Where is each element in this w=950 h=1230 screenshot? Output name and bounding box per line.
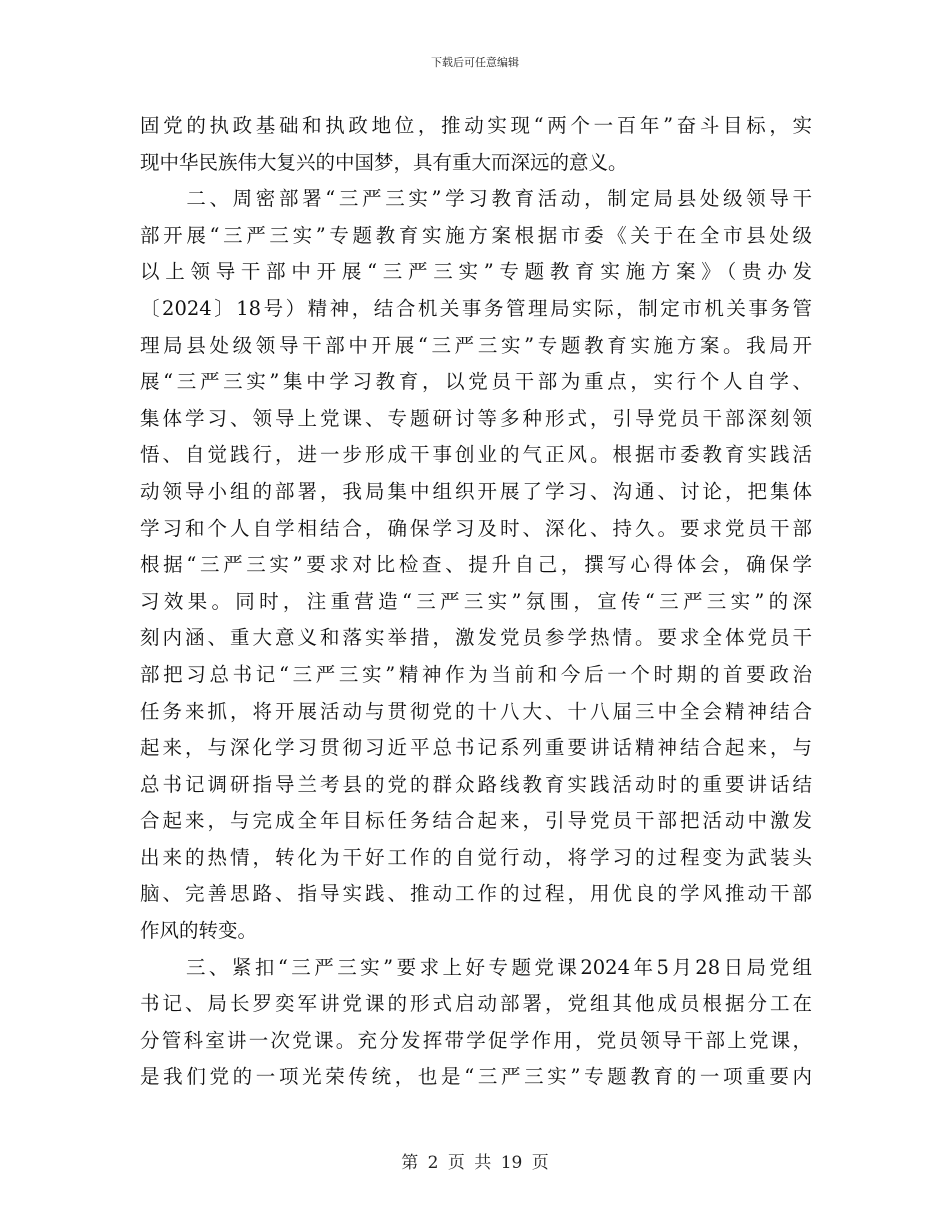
text-line: 动领导小组的部署，我局集中组织开展了学习、沟通、讨论，把集体 (140, 479, 812, 503)
text-line: 起来，与深化学习贯彻习近平总书记系列重要讲话精神结合起来，与 (140, 736, 812, 760)
text-line: 合起来，与完成全年目标任务结合起来，引导党员干部把活动中激发 (140, 809, 812, 833)
text-line: 脑、完善思路、指导实践、推动工作的过程，用优良的学风推动干部 (140, 882, 812, 906)
text-line: 以上领导干部中开展“三严三实”专题教育实施方案》（贵办发 (140, 260, 812, 284)
text-line: 三、紧扣“三严三实”要求上好专题党课2024年5月28日局党组 (140, 955, 812, 979)
text-line: 〔2024〕18号）精神，结合机关事务管理局实际，制定市机关事务管 (140, 296, 812, 320)
text-line: 部开展“三严三实”专题教育实施方案根据市委《关于在全市县处级 (140, 223, 812, 247)
document-body (140, 108, 812, 1096)
text-line: 刻内涵、重大意义和落实举措，激发党员参学热情。要求全体党员干 (140, 626, 812, 650)
text-line: 理局县处级领导干部中开展“三严三实”专题教育实施方案。我局开 (140, 333, 812, 357)
text-line: 习效果。同时，注重营造“三严三实”氛围，宣传“三严三实”的深 (140, 589, 812, 613)
text-line: 书记、局长罗奕军讲党课的形式启动部署，党组其他成员根据分工在 (140, 992, 812, 1016)
page-header: 下载后可任意编辑 (431, 56, 519, 69)
text-line: 固党的执政基础和执政地位，推动实现“两个一百年”奋斗目标，实 (140, 114, 812, 137)
text-line: 现中华民族伟大复兴的中国梦，具有重大而深远的意义。 (140, 150, 628, 174)
text-line: 学习和个人自学相结合，确保学习及时、深化、持久。要求党员干部 (140, 516, 812, 540)
text-line: 根据“三严三实”要求对比检查、提升自己，撰写心得体会，确保学 (140, 553, 812, 577)
text-line: 集体学习、领导上党课、专题研讨等多种形式，引导党员干部深刻领 (140, 406, 812, 430)
text-line: 二、周密部署“三严三实”学习教育活动，制定局县处级领导干 (140, 187, 812, 211)
text-line: 部把习总书记“三严三实”精神作为当前和今后一个时期的首要政治 (140, 662, 812, 686)
text-line: 总书记调研指导兰考县的党的群众路线教育实践活动时的重要讲话结 (140, 772, 812, 796)
page-footer: 第 2 页 共 19 页 (401, 1153, 549, 1173)
text-line: 任务来抓，将开展活动与贯彻党的十八大、十八届三中全会精神结合 (140, 699, 812, 723)
text-line: 展“三严三实”集中学习教育，以党员干部为重点，实行个人自学、 (140, 370, 812, 394)
text-line: 出来的热情，转化为干好工作的自觉行动，将学习的过程变为武装头 (140, 845, 812, 869)
text-line: 作风的转变。 (140, 919, 258, 943)
text-line: 悟、自觉践行，进一步形成干事创业的气正风。根据市委教育实践活 (140, 443, 812, 467)
text-line: 分管科室讲一次党课。充分发挥带学促学作用，党员领导干部上党课， (140, 1028, 812, 1052)
text-line: 是我们党的一项光荣传统，也是“三严三实”专题教育的一项重要内 (140, 1065, 812, 1089)
